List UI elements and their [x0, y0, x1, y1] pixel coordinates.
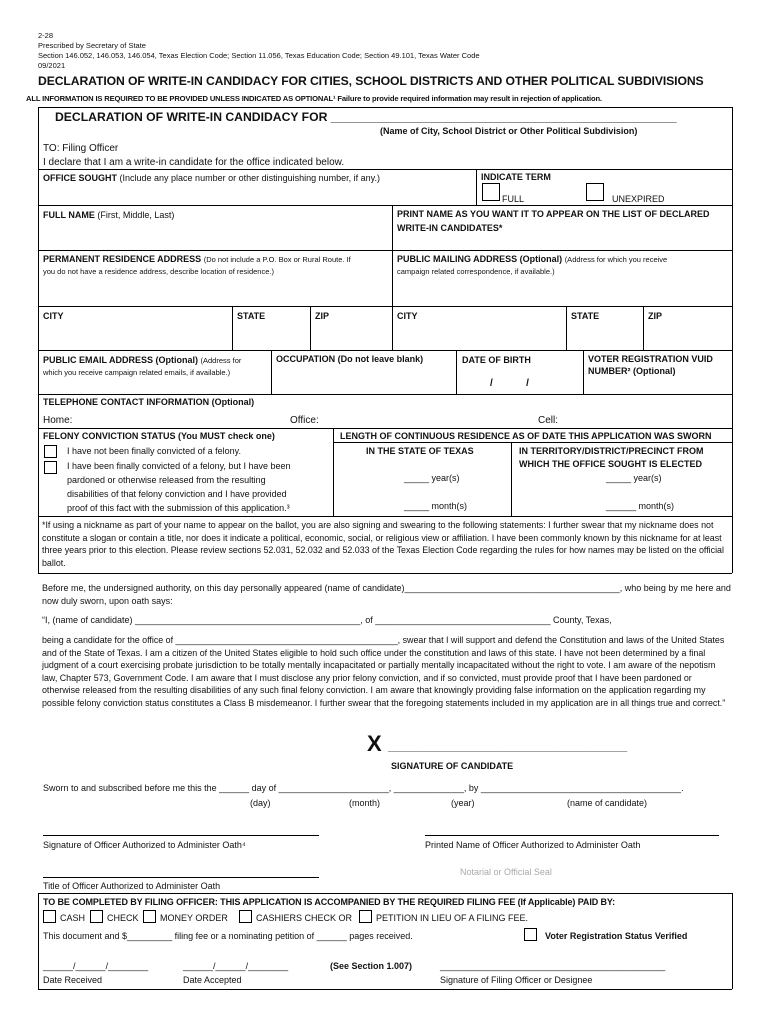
subtitle: DECLARATION OF WRITE-IN CANDIDACY FOR ___________________________________________________ — [55, 110, 677, 124]
officer-print-label: Printed Name of Officer Authorized to Administer Oath — [425, 840, 641, 850]
residence-note: you do not have a residence address, describe location of residence.) — [43, 267, 274, 276]
felony-not-convicted-checkbox[interactable] — [44, 445, 57, 458]
cashiers-check-checkbox[interactable] — [239, 910, 252, 923]
sworn-line[interactable]: Sworn to and subscribed before me this the ______ day of ______________________, ______________, by ________________________________________. — [43, 783, 684, 793]
check-checkbox[interactable] — [90, 910, 103, 923]
phone-home[interactable]: Home: — [43, 415, 73, 426]
texas-months[interactable]: _____ month(s) — [404, 501, 468, 511]
texas-residence-label: IN THE STATE OF TEXAS — [366, 446, 474, 456]
date-accepted-field[interactable]: ______/______/________ — [183, 961, 289, 971]
statute-sections: Section 146.052, 146.053, 146.054, Texas Election Code; Section 11.056, Texas Education Code; Section 49.101, Texas Water Code — [38, 51, 480, 60]
oath-candidate-name: “I, (name of candidate) _____________________________________________, of ___________________________________ County, Texas, — [42, 615, 612, 625]
cash-label: CASH — [60, 913, 86, 923]
prescribed-by: Prescribed by Secretary of State — [38, 41, 146, 50]
sworn-day: (day) — [250, 798, 271, 808]
subtitle-note: (Name of City, School District or Other Political Subdivision) — [380, 126, 638, 136]
filing-officer-label: TO BE COMPLETED BY FILING OFFICER: THIS APPLICATION IS ACCOMPANIED BY THE REQUIRED FILING FEE (If Applicable) PAID BY: — [43, 897, 616, 907]
residence-city[interactable]: CITY — [43, 311, 64, 321]
signature-label: SIGNATURE OF CANDIDATE — [391, 761, 514, 771]
voter-verified-label: Voter Registration Status Verified — [545, 931, 688, 941]
indicate-term-label: INDICATE TERM — [481, 172, 551, 182]
form-number: 2-28 — [38, 31, 54, 40]
felony-opt1: I have not been finally convicted of a felony. — [67, 446, 241, 456]
officer-title-line[interactable] — [43, 877, 319, 878]
officer-signature-label: Signature of Officer Authorized to Administer Oath⁴ — [43, 840, 246, 850]
email-note: which you receive campaign related emails, if available.) — [43, 368, 231, 377]
mailing-state[interactable]: STATE — [571, 311, 600, 321]
email-label[interactable]: PUBLIC EMAIL ADDRESS (Optional) (Address for — [43, 355, 242, 365]
term-unexpired-checkbox[interactable] — [586, 183, 604, 201]
cashiers-check-label: CASHIERS CHECK OR — [256, 913, 353, 923]
dob-label[interactable]: DATE OF BIRTH — [462, 355, 531, 365]
see-section: (See Section 1.007) — [330, 961, 413, 971]
term-full-checkbox[interactable] — [482, 183, 500, 201]
vuid-label[interactable]: VOTER REGISTRATION VUID — [588, 354, 713, 364]
sworn-month: (month) — [349, 798, 381, 808]
money-order-label: MONEY ORDER — [160, 913, 228, 923]
texas-years[interactable]: _____ year(s) — [404, 473, 460, 483]
filing-officer-signature-line[interactable]: _____________________________________________ — [440, 961, 666, 971]
term-full-label: FULL — [502, 194, 525, 204]
oath-intro: Before me, the undersigned authority, on this day personally appeared (name of candidate)___________________________________________, who being by me here and now duly sworn, upon oath says: — [42, 583, 731, 606]
mailing-city[interactable]: CITY — [397, 311, 418, 321]
occupation-label[interactable]: OCCUPATION (Do not leave blank) — [276, 354, 424, 364]
petition-checkbox[interactable] — [359, 910, 372, 923]
felony-opt2-line2: pardoned or otherwise released from the resulting — [67, 475, 266, 485]
petition-label: PETITION IN LIEU OF A FILING FEE. — [376, 913, 529, 923]
felony-opt2-line4: proof of this fact with the submission of this application.³ — [67, 503, 290, 513]
residence-state[interactable]: STATE — [237, 311, 266, 321]
fee-line[interactable]: This document and $_________ filing fee or a nominating petition of ______ pages received. — [43, 931, 413, 941]
form-date: 09/2021 — [38, 61, 66, 70]
office-sought-label: OFFICE SOUGHT (Include any place number or other distinguishing number, if any.) — [43, 173, 380, 183]
territory-years[interactable]: _____ year(s) — [606, 473, 662, 483]
officer-signature-line[interactable] — [43, 835, 319, 836]
phone-cell[interactable]: Cell: — [538, 415, 559, 426]
residence-zip[interactable]: ZIP — [315, 311, 330, 321]
oath-body: being a candidate for the office of _____________________________________________, swear that I will support and defend the Constitution and laws of the United States and of the State of Texas. I am a citizen of the United States eligible to hold such office under the constitution and laws of this state. I have not been determined by a final judgment of a court exercising probate jurisdiction to be totally mentally incapacitated or partially mentally incapacitated without the right to vote. I am aware of the nepotism law, Chapter 573, Government Code. I am aware that I must disclose any prior felony conviction, and if so convicted, must provide proof that I have been pardoned or otherwise released from the resulting disabilities of any such final felony conviction. I am aware that knowingly providing false information on the application regarding my possible felony conviction status constitutes a Class B misdemeanor. I further swear that the foregoing statements included in my application are in all things true and correct.” — [42, 635, 726, 708]
territory-label: IN TERRITORY/DISTRICT/PRECINCT FROM — [519, 446, 704, 456]
felony-opt2-line1: I have been finally convicted of a felony, but I have been — [67, 461, 291, 471]
felony-label: FELONY CONVICTION STATUS (You MUST check one) — [43, 431, 275, 441]
officer-title-label: Title of Officer Authorized to Administer Oath — [43, 881, 221, 891]
dob-slashes: / / — [490, 378, 529, 389]
felony-pardoned-checkbox[interactable] — [44, 461, 57, 474]
date-received-field[interactable]: ______/______/________ — [43, 961, 149, 971]
signature-line[interactable]: ___________________________________________ — [388, 742, 628, 753]
voter-verified-checkbox[interactable] — [524, 928, 537, 941]
term-unexpired-label: UNEXPIRED — [612, 194, 665, 204]
signature-x-mark: X — [367, 731, 382, 756]
full-name-label[interactable]: FULL NAME (First, Middle, Last) — [43, 210, 175, 220]
date-accepted-label: Date Accepted — [183, 975, 242, 985]
phone-office[interactable]: Office: — [290, 415, 319, 426]
nickname-note: *If using a nickname as part of your name to appear on the ballot, you are also signing and swearing to the following statements: I further swear that my nickname does not constitute a slogan or contain a title, nor does it indicate a political, economic, social, or religious view or affiliation. I have been commonly known by this nickname for at least three years prior to this election. Please review sections 52.031, 52.032 and 52.033 of the Texas Election Code regarding the rules for how names may be listed on the official ballot. — [42, 520, 724, 568]
notarial-seal-label: Notarial or Official Seal — [460, 867, 552, 877]
print-name-label-2: WRITE-IN CANDIDATES* — [397, 223, 503, 233]
check-label: CHECK — [107, 913, 139, 923]
sworn-name: (name of candidate) — [567, 798, 648, 808]
cash-checkbox[interactable] — [43, 910, 56, 923]
mailing-zip[interactable]: ZIP — [648, 311, 663, 321]
territory-label-2: WHICH THE OFFICE SOUGHT IS ELECTED — [519, 459, 703, 469]
money-order-checkbox[interactable] — [143, 910, 156, 923]
required-notice: ALL INFORMATION IS REQUIRED TO BE PROVIDED UNLESS INDICATED AS OPTIONAL¹ Failure to provide required information may result in rejection of application. — [26, 94, 602, 103]
officer-print-line[interactable] — [425, 835, 719, 836]
residence-address-label[interactable]: PERMANENT RESIDENCE ADDRESS (Do not include a P.O. Box or Rural Route. If — [43, 254, 351, 264]
mailing-address-label[interactable]: PUBLIC MAILING ADDRESS (Optional) (Address for which you receive — [397, 254, 668, 264]
mailing-address-note: campaign related correspondence, if available.) — [397, 267, 555, 276]
filing-officer-signature-label: Signature of Filing Officer or Designee — [440, 975, 593, 985]
print-name-label[interactable]: PRINT NAME AS YOU WANT IT TO APPEAR ON THE LIST OF DECLARED — [397, 209, 710, 219]
form-title: DECLARATION OF WRITE-IN CANDIDACY FOR CITIES, SCHOOL DISTRICTS AND OTHER POLITICAL SUBDIVISIONS — [38, 74, 704, 88]
phone-label: TELEPHONE CONTACT INFORMATION (Optional) — [43, 397, 255, 407]
felony-opt2-line3: disabilities of that felony conviction and I have provided — [67, 489, 287, 499]
date-received-label: Date Received — [43, 975, 103, 985]
sworn-year: (year) — [451, 798, 475, 808]
vuid-label-2: NUMBER² (Optional) — [588, 366, 676, 376]
territory-months[interactable]: ______ month(s) — [606, 501, 675, 511]
residence-length-label: LENGTH OF CONTINUOUS RESIDENCE AS OF DATE THIS APPLICATION WAS SWORN — [340, 431, 712, 441]
to-line: TO: Filing Officer — [43, 143, 119, 154]
declare-line: I declare that I am a write-in candidate for the office indicated below. — [43, 157, 345, 168]
